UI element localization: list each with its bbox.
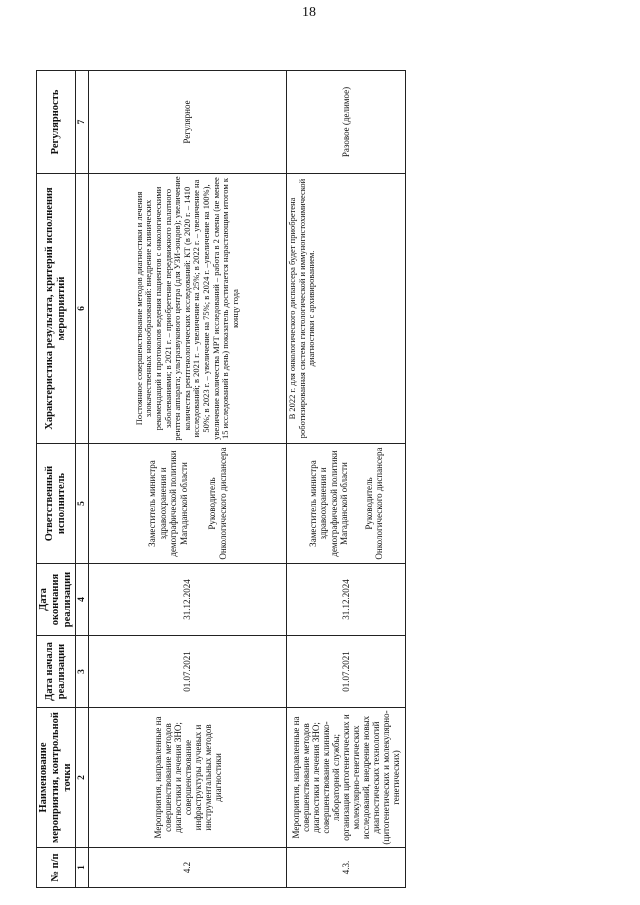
header-start-date: Дата начала реализации	[37, 636, 76, 708]
table-row	[287, 71, 406, 888]
end-date: 31.12.2024	[287, 564, 406, 636]
header-executor: Ответственный исполнитель	[37, 444, 76, 564]
column-number-row	[76, 71, 89, 888]
header-end-date: Дата окончания реализации	[37, 564, 76, 636]
header-result: Характеристика результата, критерий исполнения мероприятий	[37, 174, 76, 444]
page-number: 18	[302, 5, 316, 20]
header-row	[37, 71, 76, 888]
column-number: 7	[76, 71, 89, 174]
end-date: 31.12.2024	[89, 564, 287, 636]
start-date: 01.07.2021	[287, 636, 406, 708]
header-name: Наименование мероприятия, контрольной точки	[37, 708, 76, 848]
executor-head-oncology: Руководитель Онкологического диспансера	[207, 447, 228, 560]
header-regularity: Регулярность	[37, 71, 76, 174]
column-number: 6	[76, 174, 89, 444]
measure-name: Мероприятия, направленные на совершенствование методов диагностики и лечения ЗНО; совершенствование инфраструктуры лучевых и инструментальных методов диагностики	[89, 708, 287, 848]
header-number: № п/п	[37, 848, 76, 888]
table-row	[89, 71, 287, 888]
column-number: 2	[76, 708, 89, 848]
result-description: Постоянное совершенствование методов диагностики и лечения злокачественных новообразований: внедрение клинических рекомендаций и протоколов ведения пациентов с онкологическими заболеваниями; в 2021 г. – приобретение передвижного палатного рентген аппарата; ультразвукового центра (для УЗИ-зондов); увеличение количества рентгенологических исследований: КТ (в 2020 г. – 1410 исследований; в 2021 г. – увеличение на 25%; в 2022 г. – увеличение на 50%; в 2023 г. – увеличение на 75%; в 2024 г. –увеличение на 100%), увеличение количества МРТ исследований – работа в 2 смены (не менее 15 исследований в день) показатель достигается нарастающим итогом к концу года	[89, 174, 287, 444]
executor-head-oncology: Руководитель Онкологического диспансера	[363, 447, 385, 560]
measures-table-wrapper	[36, 71, 406, 888]
measures-table	[36, 70, 406, 888]
start-date: 01.07.2021	[89, 636, 287, 708]
row-number: 4.2	[89, 848, 287, 888]
column-number: 4	[76, 564, 89, 636]
column-number: 1	[76, 848, 89, 888]
executor-cell	[89, 444, 287, 564]
result-description: В 2022 г. для онкологического диспансера будет приобретена роботизированная система гистологической и иммуногистохимической диагностики с архивированием.	[287, 174, 406, 444]
executor-deputy-minister: Заместитель министра здравоохранения и демографической политики Магаданской области	[147, 450, 189, 557]
executor-deputy-minister: Заместитель министра здравоохранения и демографической политики Магаданской области	[307, 450, 350, 557]
regularity: Регулярное	[89, 71, 287, 174]
executor-cell	[287, 444, 406, 564]
regularity: Разовое (делимое)	[287, 71, 406, 174]
column-number: 5	[76, 444, 89, 564]
column-number: 3	[76, 636, 89, 708]
measure-name: Мероприятия, направленные на совершенствование методов диагностики и лечения ЗНО; совершенствование клинико-лабораторной службы; организация цитогенетических и молекулярно-генетических исследований, внедрение новых диагностических технологий (цитогенетических и молекулярно-генетических)	[287, 708, 406, 848]
row-number: 4.3.	[287, 848, 406, 888]
